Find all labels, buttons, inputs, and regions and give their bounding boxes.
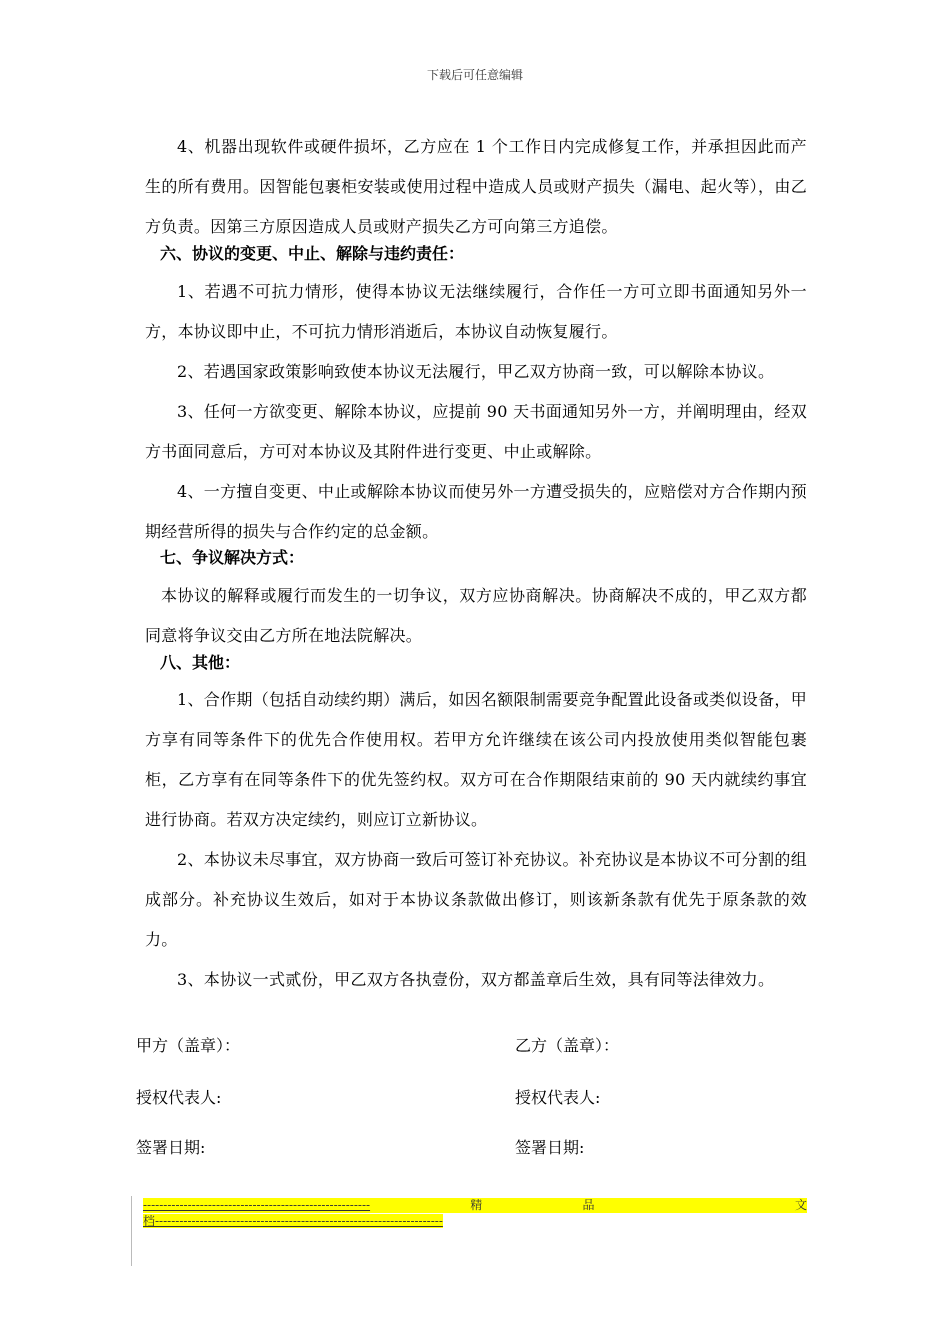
party-a-seal-label: 甲方（盖章）： (136, 1036, 241, 1055)
party-b-representative-label: 授权代表人: (515, 1088, 601, 1107)
section-heading-7: 七、争议解决方式： (160, 548, 305, 567)
footer-word-2: 品 (582, 1198, 595, 1212)
paragraph-8-1: 1、合作期（包括自动续约期）满后，如因名额限制需要竞争配置此设备或类似设备，甲方享有同等条件下的优先合作使用权。若甲方允许继续在该公司内投放使用类似智能包裹柜，乙方享有在同等条件下的优先签约权。双方可在合作期限结束前的 90 天内就续约事宜进行协商。若双方决定续约，则应订立新协议。 (145, 690, 807, 829)
margin-rule (131, 1196, 132, 1266)
party-a-date-label: 签署日期: (136, 1138, 206, 1157)
footer-word-1: 精 (470, 1198, 483, 1212)
paragraph-8-3: 3、本协议一式贰份，甲乙双方各执壹份，双方都盖章后生效，具有同等法律效力。 (177, 970, 775, 989)
paragraph-7: 本协议的解释或履行而发生的一切争议，双方应协商解决。协商解决不成的，甲乙双方都同意将争议交由乙方所在地法院解决。 (145, 586, 807, 645)
party-b-seal-label: 乙方（盖章）： (515, 1036, 620, 1055)
footer-watermark-line-2: 档----------------------------------------------------------------------- (143, 1214, 443, 1228)
party-b-date-label: 签署日期: (515, 1138, 585, 1157)
footer-dashes: -------------------------------------------------------- (143, 1198, 371, 1212)
paragraph-6-2: 2、若遇国家政策影响致使本协议无法履行，甲乙双方协商一致，可以解除本协议。 (177, 362, 775, 381)
footer-watermark-line (143, 1198, 807, 1213)
footer-word-3: 文 (794, 1198, 807, 1212)
paragraph-4: 4、机器出现软件或硬件损坏，乙方应在 1 个工作日内完成修复工作，并承担因此而产生的所有费用。因智能包裹柜安装或使用过程中造成人员或财产损失（漏电、起火等），由乙方负责。因第三方原因造成人员或财产损失乙方可向第三方追偿。 (145, 137, 807, 236)
section-heading-6: 六、协议的变更、中止、解除与违约责任： (160, 244, 465, 263)
page-header: 下载后可任意编辑 (426, 68, 523, 82)
paragraph-8-2: 2、本协议未尽事宜，双方协商一致后可签订补充协议。补充协议是本协议不可分割的组成部分。补充协议生效后，如对于本协议条款做出修订，则该新条款有优先于原条款的效力。 (145, 850, 807, 949)
paragraph-6-3: 3、任何一方欲变更、解除本协议，应提前 90 天书面通知另外一方，并阐明理由，经双方书面同意后，方可对本协议及其附件进行变更、中止或解除。 (145, 402, 807, 461)
paragraph-6-4: 4、一方擅自变更、中止或解除本协议而使另外一方遭受损失的，应赔偿对方合作期内预期经营所得的损失与合作约定的总金额。 (145, 482, 807, 541)
section-heading-8: 八、其他： (160, 653, 241, 672)
paragraph-6-1: 1、若遇不可抗力情形，使得本协议无法继续履行，合作任一方可立即书面通知另外一方，本协议即中止，不可抗力情形消逝后，本协议自动恢复履行。 (145, 282, 807, 341)
party-a-representative-label: 授权代表人: (136, 1088, 222, 1107)
